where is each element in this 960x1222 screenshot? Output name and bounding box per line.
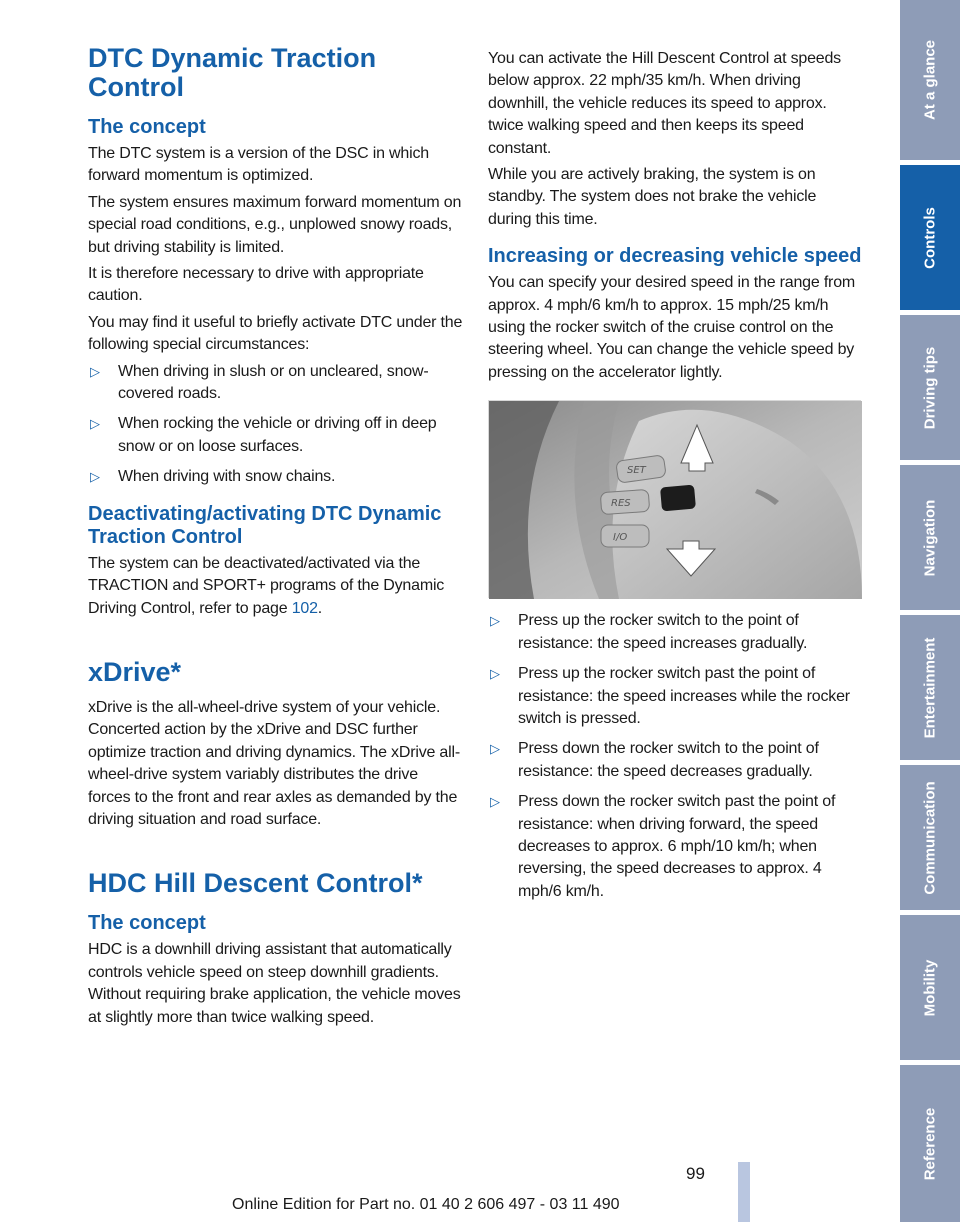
left-column — [88, 44, 463, 1029]
page-number: 99 — [686, 1164, 705, 1183]
res-button-label: RES — [611, 498, 631, 510]
speed-paragraph: You can specify your desired speed in the range from approx. 4 mph/6 km/h to approx. 15 mph/25 km/h using the rocker switch of the cruise control on the steering wheel. You can change the vehicle speed by pressing on the accelerator lightly. — [488, 274, 856, 381]
deactivate-dtc-heading: Deactivating/activating DTC Dynamic Traction Control — [88, 502, 442, 548]
list-item: ▷ Press up the rocker switch to the point of resistance: the speed increases gradually. — [490, 612, 808, 652]
hdc-standby-paragraph: While you are actively braking, the system is on standby. The system does not brake the vehicle during this time. — [488, 166, 817, 228]
io-button-label: I/O — [613, 532, 628, 544]
hdc-concept-heading: The concept — [88, 912, 206, 935]
bullet-triangle-icon: ▷ — [90, 363, 100, 379]
dtc-bullet-list — [88, 361, 463, 489]
list-item: ▷ When driving in slush or on uncleared, snow-covered roads. — [90, 362, 429, 403]
dtc-paragraph-3: It is therefore necessary to drive with appropriate caution. — [88, 265, 424, 305]
dtc-paragraph-1: The DTC system is a version of the DSC in which forward momentum is optimized. — [88, 145, 429, 185]
dtc-concept-heading: The concept — [88, 116, 206, 138]
list-item: ▷ When driving with snow chains. — [88, 466, 463, 488]
tab-at-a-glance[interactable]: At a glance — [900, 0, 960, 160]
speed-heading: Increasing or decreasing vehicle speed — [488, 245, 862, 268]
chapter-sidebar — [900, 0, 960, 1222]
hdc-paragraph: HDC is a downhill driving assistant that automatically controls vehicle speed on steep downhill gradients. Without requiring brake application, the vehicle moves at slightly more than twice walking speed. — [88, 941, 461, 1026]
footer-edition-text: Online Edition for Part no. 01 40 2 606 497 - 03 11 490 — [232, 1196, 620, 1213]
list-item: ▷ Press up the rocker switch past the point of resistance: the speed increases while the rocker switch is pressed. — [490, 665, 850, 727]
tab-controls[interactable]: Controls — [900, 165, 960, 310]
bullet-triangle-icon: ▷ — [490, 741, 500, 757]
deactivate-dtc-paragraph: The system can be deactivated/activated via the TRACTION and SPORT+ programs of the Dynamic Driving Control, refer to page 102. — [88, 554, 445, 617]
steering-wheel-image — [489, 401, 862, 599]
page-reference-link[interactable]: 102 — [291, 599, 318, 617]
xdrive-paragraph: xDrive is the all-wheel-drive system of your vehicle. Concerted action by the xDrive and DSC further optimize traction and driving dynamics. The xDrive all-wheel-drive system variably distributes the drive forces to the front and rear axles as demanded by the driving situation and road surface. — [88, 698, 460, 828]
bullet-triangle-icon: ▷ — [490, 666, 500, 682]
bullet-triangle-icon: ▷ — [90, 469, 100, 485]
list-item: ▷ When rocking the vehicle or driving off in deep snow or on loose surfaces. — [90, 415, 437, 455]
tab-driving-tips[interactable]: Driving tips — [900, 315, 960, 460]
bullet-triangle-icon: ▷ — [90, 416, 100, 432]
page-number-bar — [738, 1162, 750, 1222]
bullet-triangle-icon: ▷ — [490, 613, 500, 629]
tab-communication[interactable]: Communication — [900, 765, 960, 910]
list-item: ▷ Press down the rocker switch past the point of resistance: when driving forward, the speed decreases to approx. 6 mph/10 km/h; when reversing, the speed decreases to approx. 4 mph/6 km/h. — [490, 793, 836, 900]
hdc-activation-paragraph: You can activate the Hill Descent Control at speeds below approx. 22 mph/35 km/h. When driving downhill, the vehicle reduces its speed to approx. twice walking speed and then keeps its speed constant. — [488, 50, 841, 157]
bullet-triangle-icon: ▷ — [490, 794, 500, 810]
dtc-paragraph-2: The system ensures maximum forward momentum on special road conditions, e.g., unplowed snowy roads, but driving stability is limited. — [88, 193, 462, 256]
tab-navigation[interactable]: Navigation — [900, 465, 960, 610]
list-item: ▷ Press down the rocker switch to the point of resistance: the speed decreases gradually. — [490, 740, 819, 780]
dtc-paragraph-4: You may find it useful to briefly activate DTC under the following special circumstances: — [88, 313, 463, 354]
tab-mobility[interactable]: Mobility — [900, 915, 960, 1060]
hdc-title: HDC Hill Descent Control* — [88, 868, 423, 899]
right-column — [488, 44, 863, 911]
tab-entertainment[interactable]: Entertainment — [900, 615, 960, 760]
steering-wheel-illustration — [488, 400, 861, 598]
set-button-label: SET — [627, 465, 646, 477]
xdrive-title: xDrive* — [88, 656, 182, 687]
tab-reference[interactable]: Reference — [900, 1065, 960, 1222]
dtc-title: DTC Dynamic Traction Control — [88, 43, 377, 102]
speed-bullet-list — [488, 610, 863, 903]
